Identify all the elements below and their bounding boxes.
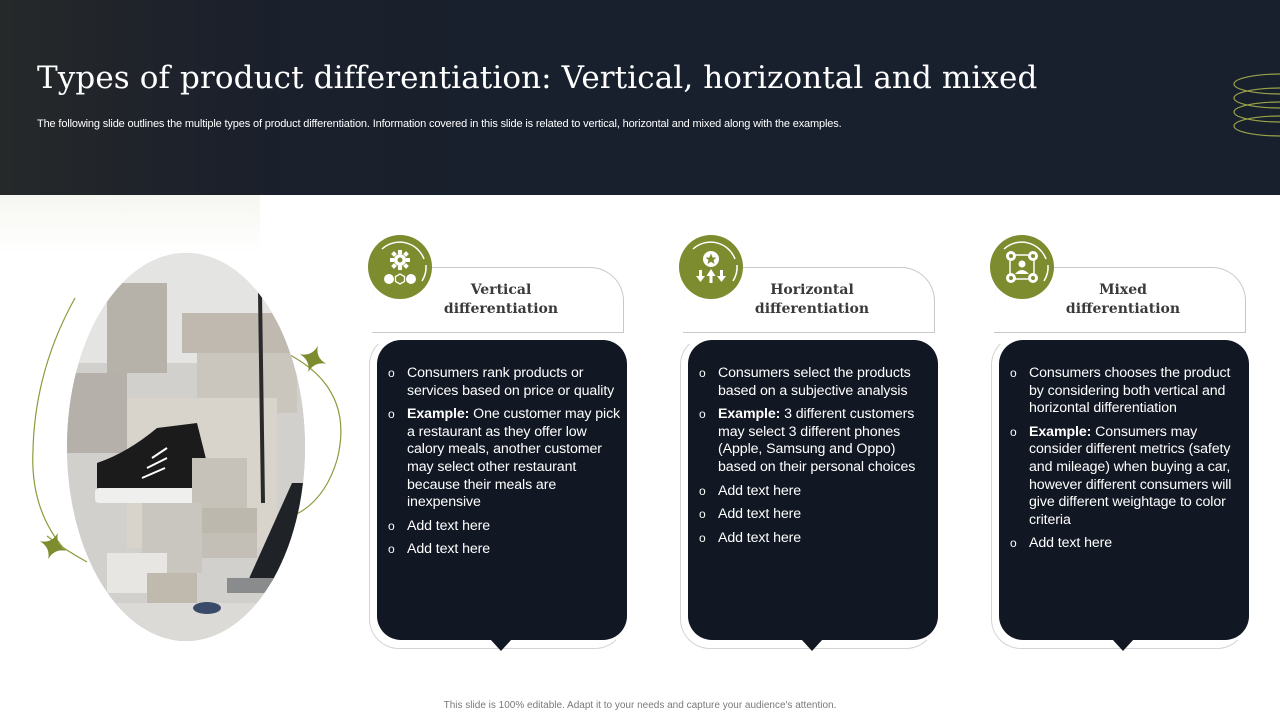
list-item xyxy=(388,365,624,400)
bullet-text: 3 different customers may select 3 different phones (Apple, Samsung and Oppo) based on their personal choices xyxy=(718,406,916,475)
bullet-text: Consumers chooses the product by considering both vertical and horizontal differentiation xyxy=(1029,365,1231,417)
bullet-text: Add text here xyxy=(718,529,802,546)
page-title: Types of product differentiation: Vertical, horizontal and mixed xyxy=(37,60,1038,96)
bullet-marker: o xyxy=(1010,366,1017,380)
header-banner xyxy=(0,0,1280,195)
card-horizontal-differentiation xyxy=(677,235,939,665)
bullet-marker: o xyxy=(388,366,395,380)
card-title-line2: differentiation xyxy=(754,301,870,317)
bullet-text: Add text here xyxy=(407,517,491,534)
background-glow xyxy=(0,195,260,255)
bullet-text: Consumers select the products based on a subjective analysis xyxy=(718,365,911,399)
card-title xyxy=(717,281,907,319)
card-title-line2: differentiation xyxy=(1065,301,1181,317)
card-title-line1: Vertical xyxy=(470,282,532,298)
bullet-bold: Example: xyxy=(718,406,781,423)
sparkle-star-icon xyxy=(299,345,327,373)
footer-note: This slide is 100% editable. Adapt it to your needs and capture your audience's attention. xyxy=(443,700,837,711)
bullet-text: Consumers rank products or services based on price or quality xyxy=(407,365,615,399)
bullet-list xyxy=(1010,365,1246,559)
bubble-tail xyxy=(490,639,512,651)
user-network-icon xyxy=(990,235,1054,299)
card-title-line1: Mixed xyxy=(1099,282,1147,298)
bullet-text: One customer may pick a restaurant as they offer low calory meals, another customer may select other restaurant because their meals are inexpensive xyxy=(407,406,621,511)
bullet-marker: o xyxy=(388,542,395,557)
list-item xyxy=(699,483,935,501)
page-subtitle: The following slide outlines the multiple types of product differentiation. Information covered in this slide is related to vertical, horizontal and mixed along with the examples. xyxy=(37,118,842,130)
card-title-line2: differentiation xyxy=(443,301,559,317)
bullet-bold: Example: xyxy=(1029,423,1092,440)
photo-oval xyxy=(67,253,305,641)
bullet-marker: o xyxy=(1010,536,1017,551)
bullet-marker: o xyxy=(699,507,706,522)
star-arrows-icon xyxy=(679,235,743,299)
card-title-line1: Horizontal xyxy=(770,282,854,298)
bullet-text: Add text here xyxy=(1029,535,1113,552)
bullet-list xyxy=(699,365,935,553)
list-item xyxy=(699,530,935,548)
bullet-marker: o xyxy=(699,530,706,545)
card-title xyxy=(1028,281,1218,319)
bullet-marker: o xyxy=(699,407,706,422)
bubble-tail xyxy=(801,639,823,651)
card-title xyxy=(406,281,596,319)
list-item xyxy=(388,518,624,536)
bullet-marker: o xyxy=(1010,424,1017,439)
card-header-divider xyxy=(994,332,1246,333)
list-item xyxy=(699,506,935,524)
bullet-bold: Example: xyxy=(407,406,470,423)
bullet-marker: o xyxy=(388,518,395,533)
bullet-text: Add text here xyxy=(718,482,802,499)
list-item xyxy=(1010,535,1246,553)
sparkle-star-icon xyxy=(39,532,67,560)
bullet-text: Consumers may consider different metrics (safety and mileage) when buying a car, however different consumers will give different weightage to color criteria xyxy=(1029,423,1232,528)
card-header-divider xyxy=(372,332,624,333)
bullet-text: Add text here xyxy=(407,541,491,558)
bubble-tail xyxy=(1112,639,1134,651)
list-item xyxy=(388,541,624,559)
coil-decoration-icon xyxy=(1232,72,1280,152)
product-photo xyxy=(25,250,345,645)
bullet-marker: o xyxy=(699,483,706,498)
bullet-marker: o xyxy=(699,366,706,380)
card-header-divider xyxy=(683,332,935,333)
list-item xyxy=(1010,424,1246,530)
gear-hexagons-icon xyxy=(368,235,432,299)
list-item xyxy=(699,406,935,476)
bullet-marker: o xyxy=(388,407,395,422)
list-item xyxy=(1010,365,1246,418)
list-item xyxy=(388,406,624,512)
bullet-text: Add text here xyxy=(718,506,802,523)
bullet-list xyxy=(388,365,624,565)
card-vertical-differentiation xyxy=(366,235,628,665)
list-item xyxy=(699,365,935,400)
card-mixed-differentiation xyxy=(988,235,1250,665)
